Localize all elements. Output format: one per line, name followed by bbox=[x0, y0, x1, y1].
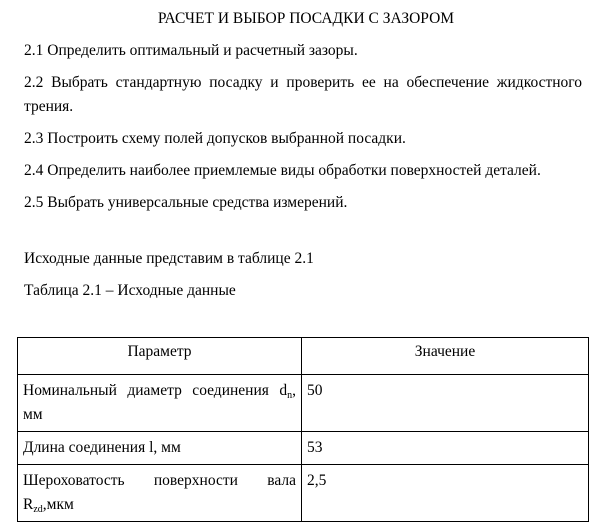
param-text: Длина соединения l, мм bbox=[23, 439, 181, 456]
header-parameter: Параметр bbox=[18, 338, 302, 375]
blank-line bbox=[24, 215, 582, 239]
param-subscript: zd bbox=[33, 504, 43, 515]
task-item-2-2: 2.2 Выбрать стандартную посадку и проверить ее на обеспечение жидкостного трения. bbox=[24, 74, 582, 115]
param-cell bbox=[18, 375, 302, 432]
value-cell: 50 bbox=[302, 375, 589, 432]
param-text: Номинальный диаметр соединения d bbox=[23, 382, 288, 399]
task-item-2-1: 2.1 Определить оптимальный и расчетный зазоры. bbox=[24, 42, 358, 59]
section-title: РАСЧЕТ И ВЫБОР ПОСАДКИ С ЗАЗОРОМ bbox=[157, 10, 455, 27]
input-data-table bbox=[17, 337, 589, 522]
task-item-2-4: 2.4 Определить наиболее приемлемые виды обработки поверхностей деталей. bbox=[24, 162, 541, 179]
table-header-row bbox=[18, 338, 589, 375]
value-cell: 53 bbox=[302, 432, 589, 465]
table-caption: Таблица 2.1 – Исходные данные bbox=[24, 282, 236, 299]
param-cell bbox=[18, 432, 302, 465]
param-unit: , мм bbox=[23, 382, 296, 423]
param-subscript: n bbox=[287, 390, 293, 401]
param-cell bbox=[18, 465, 302, 522]
table-row bbox=[18, 375, 589, 432]
task-item-2-5: 2.5 Выбрать универсальные средства измерений. bbox=[24, 194, 348, 211]
table-row bbox=[18, 432, 589, 465]
intro-text: Исходные данные представим в таблице 2.1 bbox=[24, 250, 314, 267]
value-cell: 2,5 bbox=[302, 465, 589, 522]
param-unit: ,мкм bbox=[42, 496, 74, 513]
param-text: Шероховатость поверхности вала R bbox=[23, 472, 296, 513]
task-item-2-3: 2.3 Построить схему полей допусков выбранной посадки. bbox=[24, 130, 406, 147]
header-value: Значение bbox=[302, 338, 589, 375]
table-row bbox=[18, 465, 589, 522]
